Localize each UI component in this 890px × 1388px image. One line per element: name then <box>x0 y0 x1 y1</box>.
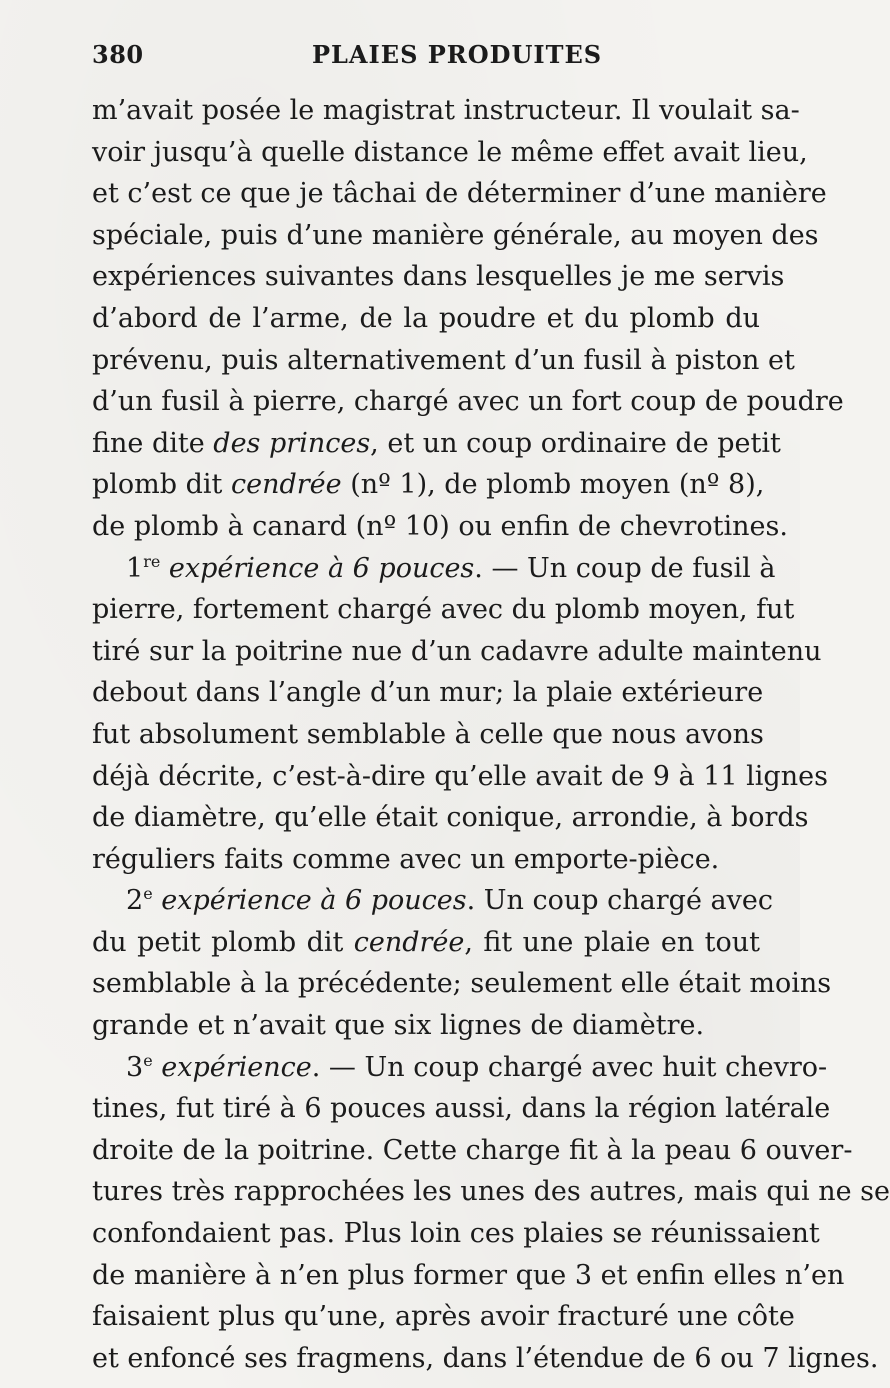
text-line: grande et n’avait que six lignes de diamètre. <box>92 1010 705 1042</box>
text-line: d’abord de l’arme, de la poudre et du plomb du <box>92 302 760 334</box>
text-line: déjà décrite, c’est-à-dire qu’elle avait de 9 à 11 lignes <box>92 760 828 792</box>
running-header <box>92 38 760 72</box>
italic-heading: expérience <box>161 1051 312 1083</box>
experience-heading-2: 2e expérience à 6 pouces. Un coup chargé avec <box>126 884 773 917</box>
body-text <box>92 90 890 1379</box>
text-line: m’avait posée le magistrat instructeur. Il voulait sa- <box>92 95 800 126</box>
text-line: tures très rapprochées les unes des autres, mais qui ne se <box>92 1176 890 1208</box>
text-line: tiré sur la poitrine nue d’un cadavre adulte maintenu <box>92 635 822 667</box>
text-line: du petit plomb dit cendrée, fit une plaie en tout <box>92 926 760 958</box>
text-line: fine dite des princes, et un coup ordinaire de petit <box>92 427 781 459</box>
experience-heading-1: 1re expérience à 6 pouces. — Un coup de fusil à <box>126 551 776 584</box>
text-line: de manière à n’en plus former que 3 et enfin elles n’en <box>92 1259 845 1291</box>
text-line: réguliers faits comme avec un emporte-pièce. <box>92 843 720 875</box>
text-line: plomb dit cendrée (nº 1), de plomb moyen (nº 8), <box>92 469 765 501</box>
italic-term: cendrée <box>231 469 342 501</box>
text-line: voir jusqu’à quelle distance le même effet avait lieu, <box>92 136 808 168</box>
text-line: fut absolument semblable à celle que nous avons <box>92 718 764 750</box>
italic-term: des princes <box>213 427 371 459</box>
text-line: pierre, fortement chargé avec du plomb moyen, fut <box>92 594 795 626</box>
page-number: 380 <box>92 40 144 69</box>
italic-heading: expérience à 6 pouces <box>168 552 475 584</box>
text-line: spéciale, puis d’une manière générale, au moyen des <box>92 219 819 251</box>
running-title: PLAIES PRODUITES <box>312 40 603 69</box>
text-line: debout dans l’angle d’un mur; la plaie extérieure <box>92 677 764 709</box>
text-line: droite de la poitrine. Cette charge fit à la peau 6 ouver- <box>92 1134 853 1166</box>
text-line: tines, fut tiré à 6 pouces aussi, dans la région latérale <box>92 1093 831 1125</box>
text-line: et enfoncé ses fragmens, dans l’étendue de 6 ou 7 lignes. <box>92 1342 879 1374</box>
italic-heading: expérience à 6 pouces <box>161 885 467 917</box>
italic-term: cendrée <box>353 926 465 958</box>
text-line: semblable à la précédente; seulement elle était moins <box>92 968 832 1000</box>
text-line: confondaient pas. Plus loin ces plaies se réunissaient <box>92 1218 820 1250</box>
text-line: expériences suivantes dans lesquelles je me servis <box>92 261 785 293</box>
text-line: de plomb à canard (nº 10) ou enfin de chevrotines. <box>92 510 788 542</box>
text-line: faisaient plus qu’une, après avoir fracturé une côte <box>92 1301 795 1333</box>
text-line: prévenu, puis alternativement d’un fusil à piston et <box>92 344 795 376</box>
text-line: et c’est ce que je tâchai de déterminer d’une manière <box>92 178 827 210</box>
text-line: de diamètre, qu’elle était conique, arrondie, à bords <box>92 802 809 834</box>
experience-heading-3: 3e expérience. — Un coup chargé avec huit chevro- <box>126 1050 828 1083</box>
text-line: d’un fusil à pierre, chargé avec un fort coup de poudre <box>92 386 844 418</box>
